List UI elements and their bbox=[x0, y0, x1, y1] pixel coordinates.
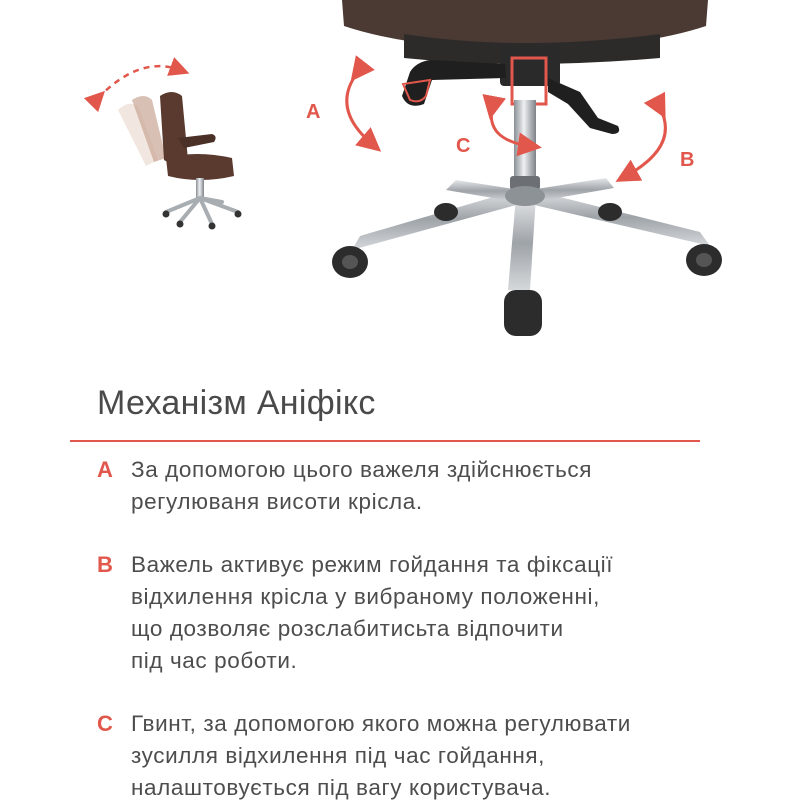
item-line: За допомогою цього важеля здійснюється bbox=[131, 457, 593, 482]
item-text bbox=[131, 708, 731, 804]
item-text bbox=[131, 454, 731, 518]
section-heading: Механізм Аніфікс bbox=[97, 384, 376, 422]
item-line: зусилля відхилення під час гойдання, bbox=[131, 743, 546, 768]
item-line: регулюваня висоти крісла. bbox=[131, 489, 423, 514]
chair-mechanism-illustration bbox=[0, 0, 800, 360]
item-line: Гвинт, за допомогою якого можна регулювати bbox=[131, 711, 631, 736]
item-line: під час роботи. bbox=[131, 648, 298, 673]
item-letter: A bbox=[97, 457, 113, 482]
heading-divider bbox=[70, 440, 700, 442]
callout-c-label: C bbox=[456, 135, 471, 157]
tilting-chair-thumbnail bbox=[98, 66, 242, 229]
callout-b-label: B bbox=[680, 149, 695, 171]
item-letter: B bbox=[97, 552, 113, 577]
item-line: що дозволяє розслабитисьта відпочити bbox=[131, 616, 564, 641]
callout-a-label: A bbox=[306, 101, 321, 123]
item-letter: C bbox=[97, 711, 113, 736]
item-text bbox=[131, 549, 731, 677]
item-line: Важель активує режим гойдання та фіксації bbox=[131, 552, 614, 577]
item-line: налаштовується під вагу користувача. bbox=[131, 775, 552, 800]
callout-arrows bbox=[347, 72, 666, 176]
item-line: відхилення крісла у вибраному положенні, bbox=[131, 584, 600, 609]
chair-base-mechanism bbox=[332, 0, 722, 336]
